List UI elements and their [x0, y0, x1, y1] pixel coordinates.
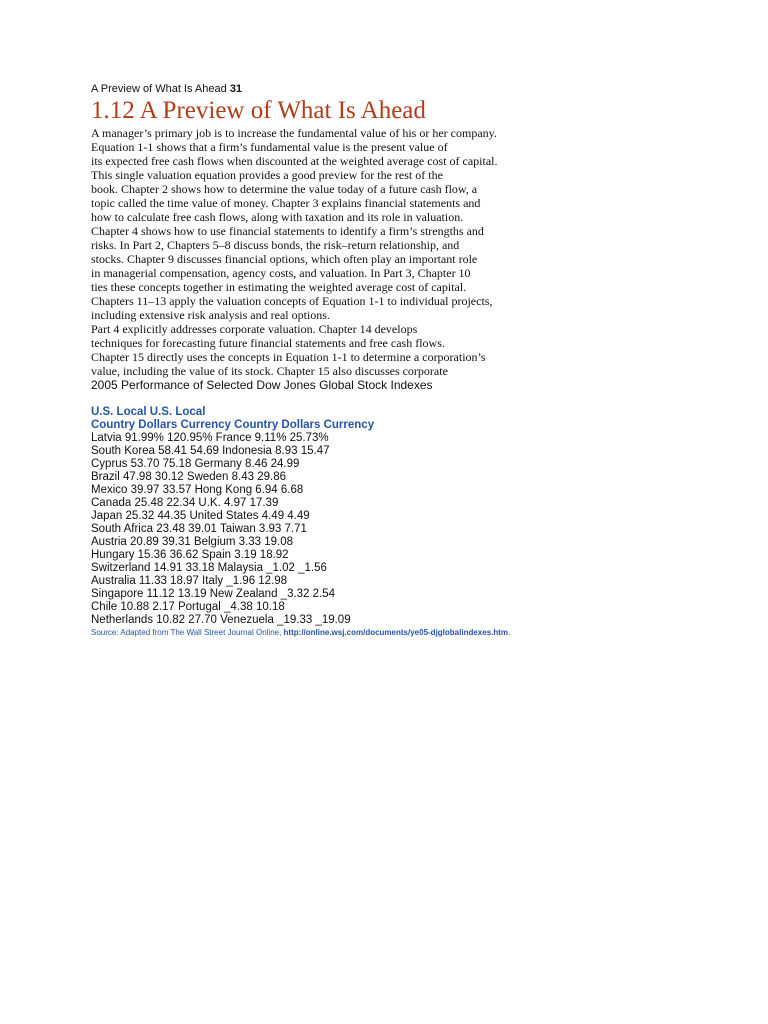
table-row: Switzerland 14.91 33.18 Malaysia _1.02 _1.56 — [91, 562, 327, 574]
table-row: Netherlands 10.82 27.70 Venezuela _19.33 _19.09 — [91, 614, 351, 626]
table-row: Chile 10.88 2.17 Portugal _4.38 10.18 — [91, 601, 285, 613]
body-line: Chapters 11–13 apply the valuation concepts of Equation 1-1 to individual projects, — [91, 294, 493, 308]
body-line: Equation 1-1 shows that a firm’s fundamental value is the present value of — [91, 140, 448, 154]
source-link[interactable]: http://online.wsj.com/documents/ye05-djglobalindexes.htm — [283, 628, 509, 637]
body-line: in managerial compensation, agency costs, and valuation. In Part 3, Chapter 10 — [91, 266, 471, 280]
page-number: 31 — [229, 83, 243, 95]
table-row: Austria 20.89 39.31 Belgium 3.33 19.08 — [91, 536, 294, 548]
body-line: Chapter 15 directly uses the concepts in Equation 1-1 to determine a corporation’s — [91, 350, 486, 364]
table-header-columns: Country Dollars Currency Country Dollars Currency — [91, 419, 375, 431]
body-line: how to calculate free cash flows, along with taxation and its role in valuation. — [91, 210, 464, 224]
document-page — [91, 82, 751, 638]
table-row: South Africa 23.48 39.01 Taiwan 3.93 7.71 — [91, 523, 307, 535]
table-row: Brazil 47.98 30.12 Sweden 8.43 29.86 — [91, 471, 287, 483]
body-line: risks. In Part 2, Chapters 5–8 discuss bonds, the risk–return relationship, and — [91, 238, 460, 252]
body-line: Part 4 explicitly addresses corporate valuation. Chapter 14 develops — [91, 322, 418, 336]
body-line: stocks. Chapter 9 discusses financial options, which often play an important role — [91, 252, 478, 266]
table-row: Japan 25.32 44.35 United States 4.49 4.49 — [91, 510, 310, 522]
table-row: Hungary 15.36 36.62 Spain 3.19 18.92 — [91, 549, 289, 561]
body-line: topic called the time value of money. Chapter 3 explains financial statements and — [91, 196, 481, 210]
section-title: 1.12 A Preview of What Is Ahead — [91, 97, 426, 124]
body-line: A manager’s primary job is to increase the fundamental value of his or her company. — [91, 126, 497, 140]
table-row: Cyprus 53.70 75.18 Germany 8.46 24.99 — [91, 458, 300, 470]
table-row: Mexico 39.97 33.57 Hong Kong 6.94 6.68 — [91, 484, 304, 496]
body-line: Chapter 4 shows how to use financial statements to identify a firm’s strengths and — [91, 224, 484, 238]
body-line: its expected free cash flows when discounted at the weighted average cost of capital. — [91, 154, 498, 168]
body-line: book. Chapter 2 shows how to determine the value today of a future cash flow, a — [91, 182, 478, 196]
table-header-currency: U.S. Local U.S. Local — [91, 406, 206, 418]
source-prefix: Source: Adapted from The Wall Street Journal Online, — [91, 628, 284, 637]
body-line: techniques for forecasting future financial statements and free cash flows. — [91, 336, 445, 350]
running-head — [91, 82, 751, 96]
body-line: value, including the value of its stock. Chapter 15 also discusses corporate — [91, 364, 448, 378]
table-row: Latvia 91.99% 120.95% France 9.11% 25.73% — [91, 432, 329, 444]
body-line: This single valuation equation provides a good preview for the rest of the — [91, 168, 443, 182]
table-source-note — [91, 628, 751, 638]
table-row: Canada 25.48 22.34 U.K. 4.97 17.39 — [91, 497, 279, 509]
table-row: Singapore 11.12 13.19 New Zealand _3.32 2.54 — [91, 588, 336, 600]
table-caption: 2005 Performance of Selected Dow Jones Global Stock Indexes — [91, 378, 433, 392]
body-line: including extensive risk analysis and real options. — [91, 308, 330, 322]
running-head-text: A Preview of What Is Ahead — [91, 83, 227, 95]
table-row: South Korea 58.41 54.69 Indonesia 8.93 15.47 — [91, 445, 330, 457]
table-row: Australia 11.33 18.97 Italy _1.96 12.98 — [91, 575, 288, 587]
body-line: ties these concepts together in estimating the weighted average cost of capital. — [91, 280, 467, 294]
source-suffix: . — [508, 628, 511, 637]
body-paragraph — [91, 126, 751, 378]
stock-index-table — [91, 406, 751, 638]
